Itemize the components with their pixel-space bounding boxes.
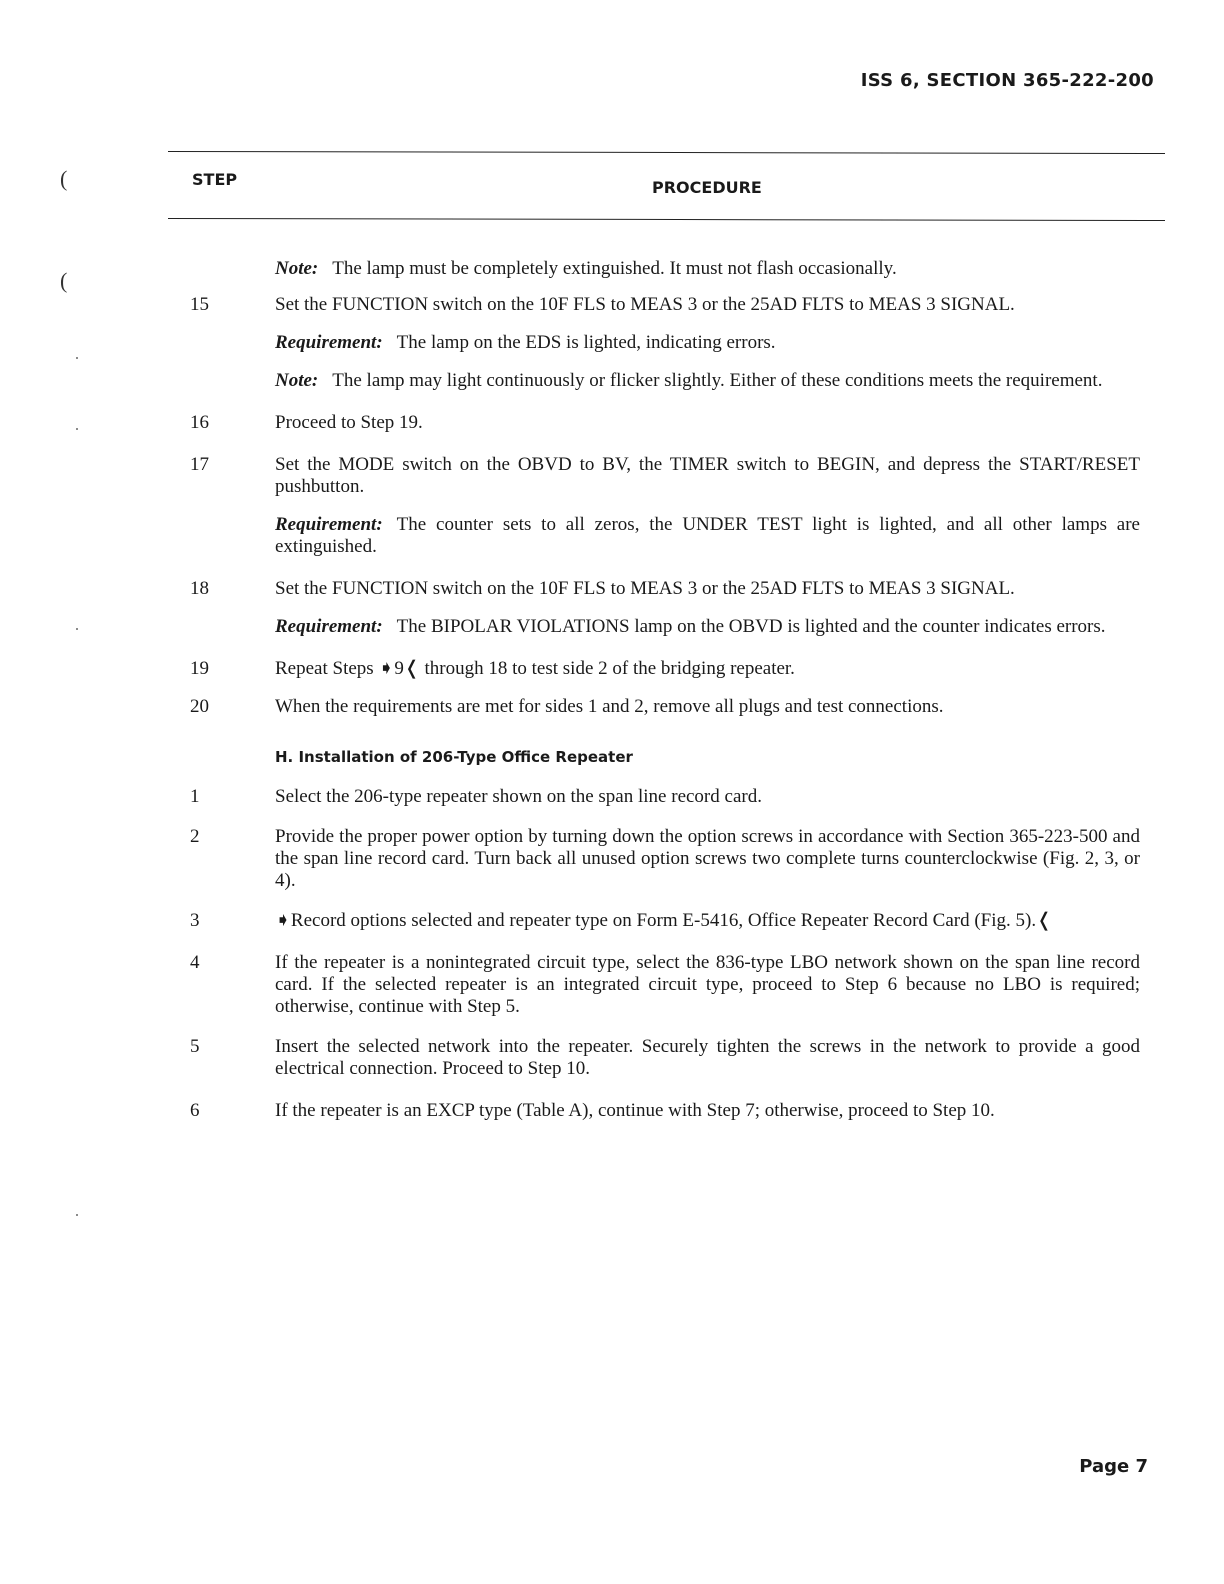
note-text: [275, 514, 1140, 558]
note-label: Requirement:: [275, 332, 383, 353]
step-text: Set the MODE switch on the OBVD to BV, the TIMER switch to BEGIN, and depress the START/RESET pushbutton.: [275, 454, 1140, 497]
step-row: [190, 1100, 1140, 1122]
step-number: 2: [190, 826, 200, 847]
step-text: Set the FUNCTION switch on the 10F FLS to MEAS 3 or the 25AD FLTS to MEAS 3 SIGNAL.: [275, 578, 1015, 599]
column-header-procedure: PROCEDURE: [652, 178, 762, 197]
step-row: [190, 658, 1140, 680]
note-body: The lamp on the EDS is lighted, indicating errors.: [396, 332, 776, 353]
step-number: 3: [190, 910, 200, 931]
step-text: Insert the selected network into the repeater. Securely tighten the screws in the network to provide a good electrical connection. Proceed to Step 10.: [275, 1036, 1140, 1079]
step-row: [190, 786, 1140, 808]
step-number: 19: [190, 658, 209, 679]
step-row: [190, 952, 1140, 1018]
note-label: Note:: [275, 258, 319, 279]
note-label: Requirement:: [275, 514, 383, 535]
note-row: [190, 332, 1140, 354]
step-row: [190, 454, 1140, 498]
speck: [76, 428, 78, 430]
step-row: [190, 294, 1140, 316]
header-rule-bottom: [168, 218, 1165, 221]
margin-mark: (: [60, 166, 68, 191]
step-row: [190, 578, 1140, 600]
note-text: [275, 332, 1140, 354]
step-number: 15: [190, 294, 209, 315]
note-body: The BIPOLAR VIOLATIONS lamp on the OBVD is lighted and the counter indicates errors.: [396, 616, 1106, 637]
step-number: 16: [190, 412, 209, 433]
note-row: [190, 370, 1140, 392]
step-number: 1: [190, 786, 200, 807]
note-body: The counter sets to all zeros, the UNDER TEST light is lighted, and all other lamps are extinguished.: [275, 514, 1140, 557]
step-text: Proceed to Step 19.: [275, 412, 423, 433]
step-number: 6: [190, 1100, 200, 1121]
procedure-body: [190, 242, 1140, 1122]
note-text: [275, 258, 1140, 280]
step-number: 4: [190, 952, 200, 973]
note-text: [275, 370, 1140, 392]
note-row: [190, 616, 1140, 638]
step-text: Select the 206-type repeater shown on the span line record card.: [275, 786, 762, 807]
page-number: Page 7: [1079, 1456, 1148, 1477]
step-text: Repeat Steps ➧9❬ through 18 to test side 2 of the bridging repeater.: [275, 658, 795, 679]
step-text: When the requirements are met for sides 1 and 2, remove all plugs and test connections.: [275, 696, 944, 717]
step-text: Provide the proper power option by turning down the option screws in accordance with Section 365-223-500 and the span line record card. Turn back all unused option screws two complete turns counterclockwise (Fig. 2, 3, or 4).: [275, 826, 1140, 891]
note-body: The lamp must be completely extinguished. It must not flash occasionally.: [332, 258, 897, 279]
step-number: 17: [190, 454, 209, 475]
column-header-step: STEP: [192, 170, 238, 189]
note-row: [190, 258, 1140, 280]
speck: [76, 1214, 78, 1216]
step-row: [190, 910, 1140, 932]
subheading-row: [190, 746, 1140, 768]
step-text: ➧Record options selected and repeater type on Form E-5416, Office Repeater Record Card (Fig. 5).❬: [275, 910, 1052, 931]
step-row: [190, 696, 1140, 718]
step-row: [190, 412, 1140, 434]
note-body: The lamp may light continuously or flicker slightly. Either of these conditions meets the requirement.: [332, 370, 1103, 391]
step-number: 5: [190, 1036, 200, 1057]
margin-mark: (: [60, 268, 68, 293]
note-label: Note:: [275, 370, 319, 391]
step-number: 18: [190, 578, 209, 599]
step-text: If the repeater is an EXCP type (Table A), continue with Step 7; otherwise, proceed to Step 10.: [275, 1100, 995, 1121]
step-row: [190, 826, 1140, 892]
step-text: If the repeater is a nonintegrated circuit type, select the 836-type LBO network shown on the span line record card. If the selected repeater is an integrated circuit type, proceed to Step 6 because no LBO is required; otherwise, continue with Step 5.: [275, 952, 1140, 1017]
speck: [76, 357, 78, 359]
header-rule-top: [168, 151, 1165, 154]
note-text: [275, 616, 1140, 638]
note-row: [190, 514, 1140, 558]
note-label: Requirement:: [275, 616, 383, 637]
section-identifier: ISS 6, SECTION 365-222-200: [860, 70, 1154, 91]
step-number: 20: [190, 696, 209, 717]
step-row: [190, 1036, 1140, 1080]
speck: [76, 628, 78, 630]
step-text: Set the FUNCTION switch on the 10F FLS to MEAS 3 or the 25AD FLTS to MEAS 3 SIGNAL.: [275, 294, 1015, 315]
subsection-heading: H. Installation of 206-Type Office Repeater: [275, 748, 633, 766]
